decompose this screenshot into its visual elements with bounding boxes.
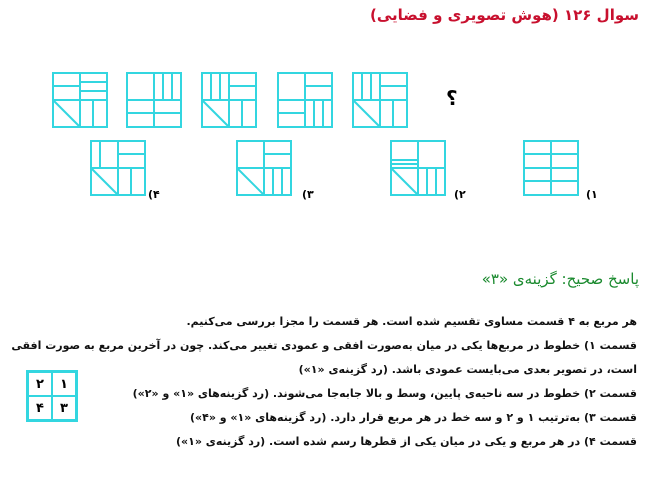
option-label-4[interactable]: ۴): [148, 188, 160, 201]
explanation-line: است، در تصویر بعدی می‌بایست عمودی باشد. (رد گزینه‌ی «۱»): [298, 363, 637, 376]
legend-quadrant-2: ۲: [28, 372, 52, 396]
legend-quadrant-4: ۴: [28, 396, 52, 420]
explanation-line: قسمت ۳) به‌ترتیب ۱ و ۲ و سه خط در هر مربع قرار دارد. (رد گزینه‌های «۱» و «۴»): [189, 411, 637, 424]
explanation-line: قسمت ۱) خطوط در مربع‌ها یکی در میان به‌صورت افقی و عمودی تغییر می‌کند. چون در آخرین مربع به صورت افقی: [11, 339, 637, 352]
option-label-3[interactable]: ۳): [302, 188, 314, 201]
explanation-line: هر مربع به ۴ قسمت مساوی تقسیم شده است. هر قسمت را مجزا بررسی می‌کنیم.: [186, 315, 637, 328]
legend-quadrant-1: ۱: [52, 372, 76, 396]
sequence-figure-1: [352, 72, 408, 128]
option-figure-1[interactable]: [523, 140, 579, 196]
option-figure-2[interactable]: [390, 140, 446, 196]
option-figure-3[interactable]: [236, 140, 292, 196]
option-figure-4[interactable]: [90, 140, 146, 196]
missing-figure-mark: ؟: [446, 86, 458, 110]
sequence-figure-4: [126, 72, 182, 128]
legend-quadrant-3: ۳: [52, 396, 76, 420]
sequence-figure-2: [277, 72, 333, 128]
sequence-figure-3: [201, 72, 257, 128]
explanation-line: قسمت ۴) در هر مربع و یکی در میان یکی از قطرها رسم شده است. (رد گزینه‌ی «۱»): [175, 435, 637, 448]
quadrant-legend: [26, 370, 78, 422]
option-label-1[interactable]: ۱): [586, 188, 598, 201]
answer-heading: پاسخ صحیح: گزینه‌ی «۳»: [481, 270, 639, 288]
question-title: سوال ۱۲۶ (هوش تصویری و فضایی): [369, 6, 639, 24]
answer-explanation: [11, 310, 637, 454]
option-label-2[interactable]: ۲): [454, 188, 466, 201]
sequence-figure-5: [52, 72, 108, 128]
explanation-line: قسمت ۲) خطوط در سه ناحیه‌ی پایین، وسط و بالا جابه‌جا می‌شوند. (رد گزینه‌های «۱» و «۲»): [132, 387, 637, 400]
